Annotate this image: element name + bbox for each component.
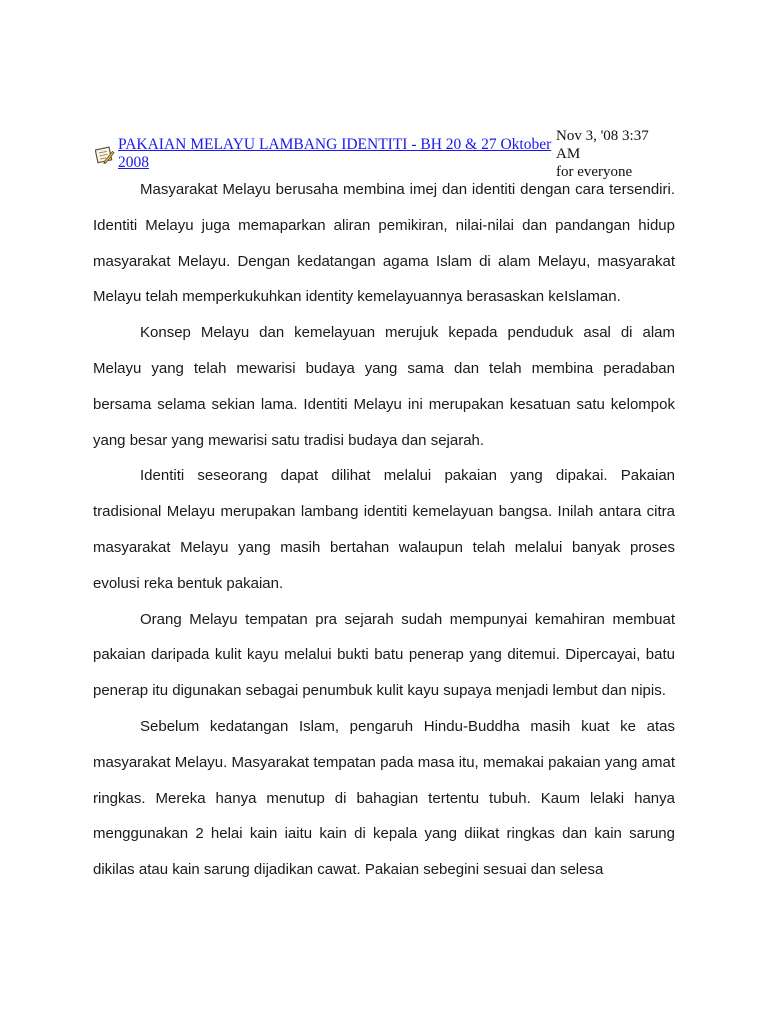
paragraph: Masyarakat Melayu berusaha membina imej dan identiti dengan cara tersendiri. Identiti Melayu juga memaparkan aliran pemikiran, nilai-nilai dan pandangan hidup masyarakat Melayu. Dengan kedatangan agama Islam di alam Melayu, masyarakat Melayu telah memperkukuhkan identity kemelayuannya berasaskan keIslaman.	[93, 181, 675, 306]
paragraph: Konsep Melayu dan kemelayuan merujuk kepada penduduk asal di alam Melayu yang telah mewarisi budaya yang sama dan telah membina peradaban bersama selama sekian lama. Identiti Melayu ini merupakan kesatuan satu kelompok yang besar yang mewarisi satu tradisi budaya dan sejarah.	[93, 324, 675, 449]
post-title-link[interactable]: PAKAIAN MELAYU LAMBANG IDENTITI - BH 20 & 27 Oktober 2008	[118, 136, 552, 171]
post-date: Nov 3, '08 3:37	[556, 128, 649, 144]
post-visibility: for everyone	[556, 164, 633, 180]
paragraph: Orang Melayu tempatan pra sejarah sudah mempunyai kemahiran membuat pakaian daripada kulit kayu melalui bukti batu penerap yang ditemui. Dipercayai, batu penerap itu digunakan sebagai penumbuk kulit kayu supaya menjadi lembut dan nipis.	[93, 610, 675, 700]
paragraph: Identiti seseorang dapat dilihat melalui pakaian yang dipakai. Pakaian tradisional Melayu merupakan lambang identiti kemelayuan bangsa. Inilah antara citra masyarakat Melayu yang masih bertahan walaupun telah melalui banyak proses evolusi reka bentuk pakaian.	[93, 467, 675, 592]
paragraph: Sebelum kedatangan Islam, pengaruh Hindu-Buddha masih kuat ke atas masyarakat Melayu. Masyarakat tempatan pada masa itu, memakai pakaian yang amat ringkas. Mereka hanya menutup di bahagian tertentu tubuh. Kaum lelaki hanya menggunakan 2 helai kain iaitu kain di kepala yang diikat ringkas dan kain sarung dikilas atau kain sarung dijadikan cawat. Pakaian sebegini sesuai dan selesa	[93, 717, 675, 879]
article-body	[93, 172, 675, 888]
note-pencil-icon	[95, 145, 115, 165]
post-time-period: AM	[556, 146, 581, 162]
